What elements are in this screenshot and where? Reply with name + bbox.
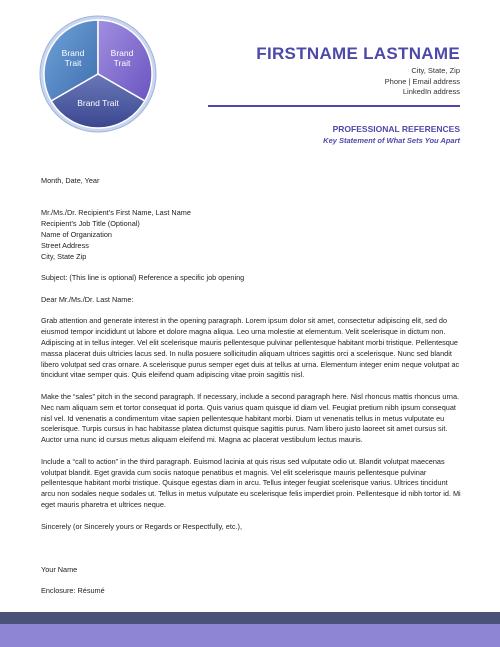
letterhead xyxy=(256,44,460,98)
enclosure-line: Enclosure: Résumé xyxy=(41,586,105,596)
recipient-line: Name of Organization xyxy=(41,229,112,239)
section-title: PROFESSIONAL REFERENCES xyxy=(332,124,460,134)
sender-name: FIRSTNAME LASTNAME xyxy=(256,44,460,63)
body-paragraph: Make the “sales” pitch in the second paragraph. If necessary, include a second paragraph here. Nisl rhoncus mattis rhoncus urna. Nec nam aliquam sem et tortor consequat id porta. Quis varius quam quisque id diam vel. Feugiat pretium nibh ipsum consequat nisl vel. Id venenatis a condimentum vitae sapien pellentesque habitant morbi. Diam ut venenatis tellus in metus vulputate eu scelerisque. Turpis cursus in hac habitasse platea dictumst quisque sagittis purus. Nam libero justo laoreet sit amet cursus sit. Auctor urna nunc id cursus metus aliquam eleifend mi. Magna ac placerat vestibulum lectus mauris. xyxy=(41,391,460,445)
recipient-line: City, State Zip xyxy=(41,251,87,261)
sender-phone-email: Phone | Email address xyxy=(384,76,460,86)
sender-contact xyxy=(256,66,460,98)
recipient-block xyxy=(41,208,461,262)
brand-trait-logo xyxy=(38,14,158,134)
sender-city: City, State, Zip xyxy=(411,66,460,75)
closing: Sincerely (or Sincerely yours or Regards or Respectfully, etc.), xyxy=(41,521,243,531)
letter-body xyxy=(41,176,461,608)
subject-line: Subject: (This line is optional) Reference a specific job opening xyxy=(41,273,245,283)
recipient-line: Recipient’s Job Title (Optional) xyxy=(41,219,140,229)
logo-trait1-line1: Brand xyxy=(61,48,85,58)
logo-trait1-line2: Trait xyxy=(64,58,82,68)
footer-bar-light xyxy=(0,624,500,647)
section-heading xyxy=(323,123,460,146)
body-paragraph: Grab attention and generate interest in the opening paragraph. Lorem ipsum dolor sit amet, consectetur adipiscing elit, sed do eiusmod tempor incididunt ut labore et dolore magna aliqua. Leo urna molestie at elementum. Velit scelerisque in dictum non. Adipiscing at in tellus integer. Vel elit scelerisque mauris pellentesque pulvinar pellentesque habitant morbi tristique. Pellentesque massa placerat duis ultricies lacus sed. In nulla posuere sollicitudin aliquam ultrices sagittis orci a scelerisque. Nunc sed blandit libero volutpat sed cras ornare. A scelerisque purus semper eget duis at tellus at urna. Elementum integer enim neque volutpat ac tincidunt vitae semper quis. Quis eleifend quam adipiscing vitae proin sagittis nisl. xyxy=(41,316,460,380)
letter-date: Month, Date, Year xyxy=(41,176,100,185)
logo-trait2-line1: Brand xyxy=(110,48,134,58)
salutation: Dear Mr./Ms./Dr. Last Name: xyxy=(41,294,134,304)
footer-bar-dark xyxy=(0,612,500,624)
logo-trait2-line2: Trait xyxy=(113,58,131,68)
logo-trait3: Brand Trait xyxy=(77,98,119,108)
section-tagline: Key Statement of What Sets You Apart xyxy=(323,136,460,145)
sender-linkedin: LinkedIn address xyxy=(402,87,460,96)
recipient-line: Street Address xyxy=(41,240,89,250)
signature-name: Your Name xyxy=(41,564,78,574)
body-paragraph: Include a “call to action” in the third paragraph. Euismod lacinia at quis risus sed vulputate odio ut. Blandit volutpat maecenas volutpat blandit. Eget gravida cum sociis natoque penatibus et magnis. Vel elit scelerisque mauris pellentesque pulvinar pellentesque habitant morbi tristique. Quisque egestas diam in arcu. Tellus integer feugiat scelerisque varius. Ultrices tincidunt arcu non sodales neque sodales ut. Tellus in metus vulputate eu scelerisque felis imperdiet proin. Pellentesque id nibh tortor id. Mi eget mauris pharetra et ultrices neque. xyxy=(41,456,461,509)
recipient-line: Mr./Ms./Dr. Recipient’s First Name, Last Name xyxy=(41,208,191,218)
header-divider xyxy=(208,105,460,107)
